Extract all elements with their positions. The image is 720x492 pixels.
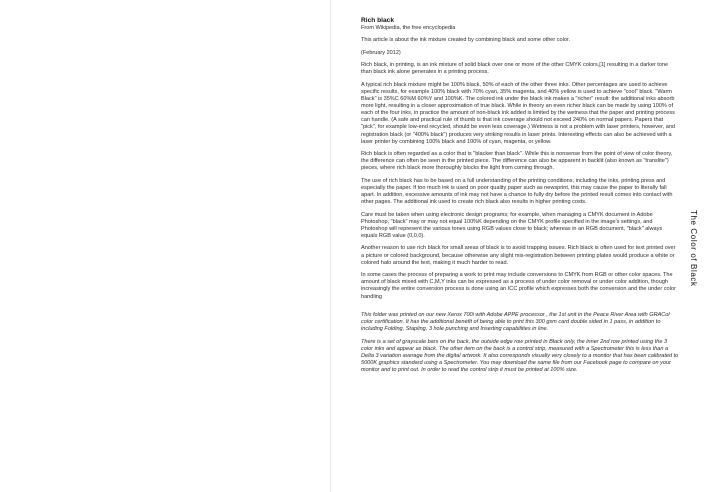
colophon-paragraph: There is a set of grayscale bars on the back, the outside edge row printed in Black only, the inner 2nd row printed using the 3 color inks and appear as black. The other item on the back is a control strip, measured with a Spectrometer this is less than a Delta 3 variation average from the digital artwork. It also corresponds visually very closely to a monitor that has been calibrated to 5000K graphics standard using a Spectrometer. You may download the same file from our Facebook page to compare on your monitor and to print out. In order to read the control strip it must be printed at 100% size. (361, 338, 679, 374)
article-title: Rich black (361, 17, 394, 24)
spine-title: The Color of Black (689, 210, 698, 287)
right-page (361, 17, 679, 380)
article-source: From Wikipedia, the free encyclopedia (361, 25, 456, 31)
article-hatnote: This article is about the ink mixture created by combining black and some other color. (361, 37, 571, 44)
article-paragraph: A typical rich black mixture might be 100% black, 50% of each of the other three inks. Other percentages are used to achieve specific results, for example 100% black with 70% cyan, 35% magenta, and 40% yellow is used to achieve "cool" black. "Warm Black" is 35%C 60%M 60%Y and 100%K. The colored ink under the black ink makes a "richer" result: the additional inks absorb more light, resulting in a closer approximation of true black. While in theory an even richer black can be made by using 100% of each of the four inks, in practice the amount of non-black ink added is limited by the wetness that the paper and printing process can handle. (A safe and practical rule of thumb is that ink coverage should not exceed 240% on normal papers. Papers that "pick", for example low-end recycled, should be even less coverage.) Wetness is not a problem with laser printers, however, and registration black (or "400% black") produces very striking results in laser prints. Interesting effects can also be achieved with a laser printer by combining 100% black and 100% of cyan, magenta, or yellow. (361, 81, 675, 145)
article-paragraph: The use of rich black has to be based on a full understanding of the printing conditions, including the inks, printing press and especially the paper. If too much ink is used on poor quality paper such as newsprint, this may cause the paper to literally fall apart. In addition, excessive amounts of ink may not have a chance to fully dry before the printed result comes into contact with other pages. The additional ink used to create rich black also results in higher printing costs. (361, 177, 673, 206)
article-paragraph: Care must be taken when using electronic design programs; for example, when managing a CMYK document in Adobe Photoshop, "black" may or may not equal 100%K depending on the CMYK profile specified in the image's settings, and Photoshop will represent the various tones using RGB values close to black; whereas in an RGB document, "black" always equals RGB value (0,0,0). (361, 211, 663, 240)
article-date-note: (February 2012) (361, 49, 401, 56)
article-paragraph: Rich black is often regarded as a color that is "blacker than black". While this is nonsense from the point of view of color theory, the difference can often be seen in the printed piece. The difference can also be apparent in backlit (also known as "translite") pieces, where rich black more thoroughly blocks the light from coming through. (361, 151, 673, 172)
article-paragraph: Rich black, in printing, is an ink mixture of solid black over one or more of the other CMYK colors,[1] resulting in a darker tone than black ink alone generates in a printing process. (361, 62, 669, 76)
spine-title-area (686, 210, 710, 330)
fold-line (330, 0, 331, 492)
colophon (361, 312, 679, 374)
article-paragraph: In some cases the process of preparing a work to print may include conversions to CMYK from RGB or other color spaces. The amount of black mixed with C,M,Y inks can be expressed as a process of under color removal or under color addition, though increasingly the entire conversion process is done using an ICC profile which expresses both the conversion and the under color handling (361, 272, 676, 300)
colophon-paragraph: This folder was printed on our new Xerox 700i with Adobe APPE processor , the 1st unit in the Peace River Area with GRACol color certification. It has the additional benefit of being able to print this 300 gsm card double sided in 1 pass, in addition to including Folding, Stapling, 3 hole punching and Inserting capabilities in line. (361, 311, 670, 333)
article-paragraph: Another reason to use rich black for small areas of black is to avoid trapping issues. Rich black is often used for text printed over a picture or colored background, because otherwise any slight mis-registration between printing plates would produce a white or colored halo around the text, making it much harder to read. (361, 245, 676, 266)
